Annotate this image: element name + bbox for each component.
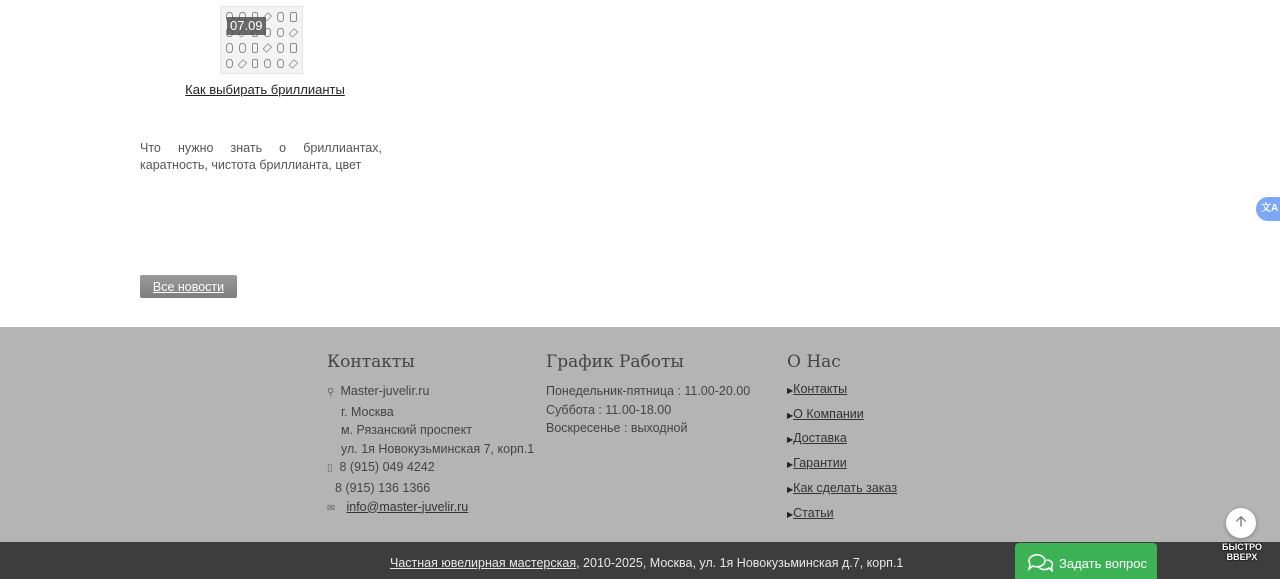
about-link-contacts[interactable]: ▶Контакты (787, 382, 848, 396)
schedule-saturday: Суббота : 11.00-18.00 (546, 402, 672, 417)
all-news-button[interactable]: Все новости (140, 275, 237, 298)
phone-icon: ▯ (327, 463, 333, 475)
schedule-heading: График Работы (546, 352, 684, 372)
triangle-right-icon: ▶ (787, 509, 794, 519)
envelope-icon: ✉ (327, 502, 336, 514)
news-thumbnail[interactable] (220, 6, 303, 74)
about-link-warranty[interactable]: ▶Гарантии (787, 456, 847, 471)
contact-email-link[interactable]: info@master-juvelir.ru (346, 499, 469, 514)
footer-contacts (327, 352, 534, 518)
footer-about (787, 352, 897, 526)
contacts-heading: Контакты (327, 352, 415, 372)
ask-question-button[interactable] (1015, 543, 1157, 579)
translate-icon[interactable]: 文A (1256, 197, 1280, 221)
about-link-company[interactable]: ▶О Компании (787, 406, 864, 421)
schedule-weekdays: Понедельник-пятница : 11.00-20.00 (546, 384, 751, 398)
contact-city: г. Москва (341, 404, 394, 419)
news-date-badge: 07.09 (227, 17, 266, 35)
scroll-to-top-button[interactable] (1226, 508, 1256, 538)
schedule-sunday: Воскресенье : выходной (546, 421, 688, 436)
triangle-right-icon: ▶ (787, 386, 794, 395)
triangle-right-icon: ▶ (787, 460, 794, 470)
about-link-delivery[interactable]: ▶Доставка (787, 431, 847, 446)
footer (0, 327, 1280, 542)
triangle-right-icon: ▶ (787, 435, 794, 445)
scroll-to-top-label: БЫСТРО ВВЕРХ (1222, 542, 1262, 562)
about-heading: О Нас (787, 352, 841, 372)
ask-question-label: Задать вопрос (1059, 555, 1147, 571)
contact-phone-2: 8 (915) 136 1366 (335, 480, 431, 495)
arrow-up-icon: 🡩 (1235, 512, 1247, 530)
chat-bubbles-icon (1027, 552, 1053, 574)
triangle-right-icon: ▶ (787, 410, 794, 420)
map-pin-icon: ⚲ (327, 387, 335, 398)
news-title-link[interactable]: Как выбирать бриллианты (185, 82, 345, 97)
about-link-how-to-order[interactable]: ▶Как сделать заказ (787, 480, 898, 495)
contact-street: ул. 1я Новокузьминская 7, корп.1 (341, 441, 535, 456)
news-description: Что нужно знать о бриллиантах, каратность, чистота бриллианта, цвет (140, 141, 382, 172)
contact-site: Master-juvelir.ru (340, 384, 430, 398)
copyright (390, 556, 903, 570)
about-link-articles[interactable]: ▶Статьи (787, 505, 834, 520)
contact-phone-1: 8 (915) 049 4242 (339, 460, 435, 475)
footer-schedule (546, 352, 750, 438)
triangle-right-icon: ▶ (787, 484, 794, 494)
copyright-link[interactable]: Частная ювелирная мастерская (390, 556, 577, 570)
contact-metro: м. Рязанский проспект (341, 423, 472, 438)
copyright-text: , 2010-2025, Москва, ул. 1я Новокузьминская д.7, корп.1 (576, 556, 904, 570)
